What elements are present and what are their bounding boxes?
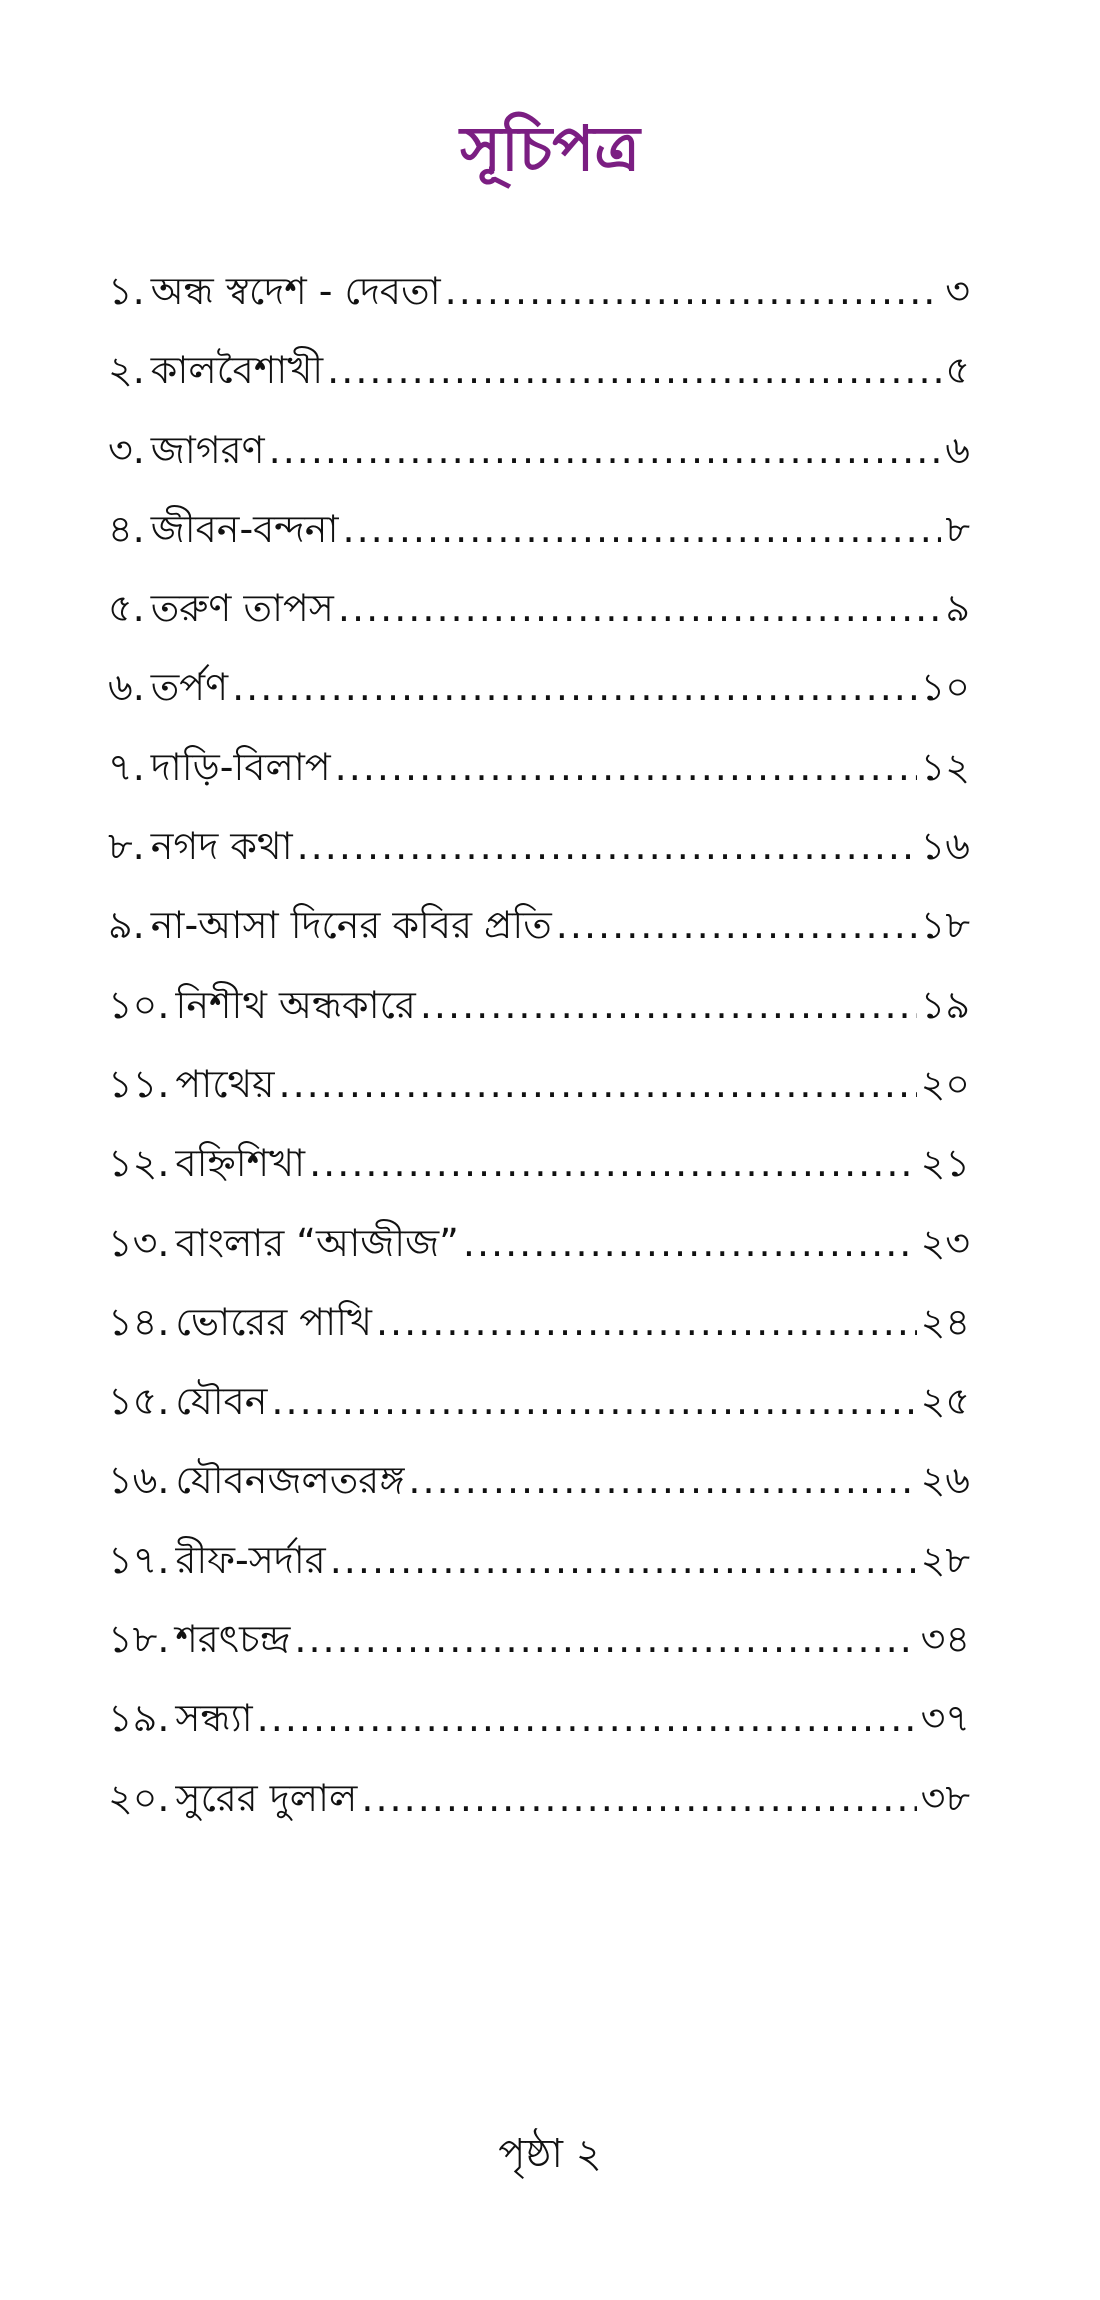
dot-leader [338, 569, 941, 648]
toc-entry-title: যৌবন [175, 1379, 268, 1424]
toc-entry[interactable] [108, 807, 970, 886]
toc-entry[interactable] [108, 1362, 970, 1441]
dot-leader [294, 1600, 916, 1679]
dot-leader [343, 490, 942, 569]
page-number-footer: পৃষ্ঠা ২ [498, 2131, 602, 2177]
toc-entry-number: ১৯. [108, 1696, 170, 1741]
dot-leader [309, 1124, 917, 1203]
dot-leader [376, 1283, 917, 1362]
toc-entry-number: ১২. [108, 1141, 170, 1186]
toc-entry-page-number: ১৮ [920, 903, 970, 948]
dot-leader [330, 1521, 917, 1600]
toc-entry-page-number: ১২ [920, 744, 970, 789]
toc-entry[interactable] [108, 1204, 970, 1283]
toc-entry-number: ১০. [108, 982, 170, 1027]
toc-entry-number: ১১. [108, 1061, 170, 1106]
toc-entry-page-number: ৬ [945, 427, 970, 472]
dot-leader [463, 1204, 917, 1283]
toc-entry[interactable] [108, 252, 970, 331]
toc-entry[interactable] [108, 1600, 970, 1679]
toc-entry-page-number: ২৮ [920, 1537, 970, 1582]
toc-entry-page-number: ১৯ [920, 982, 970, 1027]
toc-entry-title: না-আসা দিনের কবির প্রতি [150, 903, 552, 948]
toc-entry[interactable] [108, 331, 970, 410]
toc-entry[interactable] [108, 411, 970, 490]
toc-entry-page-number: ৫ [945, 348, 970, 393]
toc-entry-number: ১৫. [108, 1379, 170, 1424]
toc-entry-number: ৪. [108, 506, 145, 551]
toc-entry-page-number: ২৪ [920, 1299, 970, 1344]
dot-leader [271, 1362, 916, 1441]
dot-leader [420, 966, 917, 1045]
toc-entry-title: জীবন-বন্দনা [150, 506, 339, 551]
toc-entry-title: যৌবনজলতরঙ্গ [175, 1458, 405, 1503]
toc-entry-title: সন্ধ্যা [175, 1696, 253, 1741]
toc-entry-number: ২. [108, 348, 145, 393]
toc-entry[interactable] [108, 569, 970, 648]
toc-entry-title: তর্পণ [150, 665, 229, 710]
toc-entry[interactable] [108, 1441, 970, 1520]
toc-entry-page-number: ৩৪ [920, 1617, 970, 1662]
toc-entry-title: কালবৈশাখী [150, 348, 324, 393]
toc-entry-title: অন্ধ স্বদেশ - দেবতা [150, 269, 441, 313]
toc-entry[interactable] [108, 886, 970, 965]
toc-entry-page-number: ২৬ [920, 1458, 970, 1503]
toc-entry-number: ৩. [108, 427, 145, 472]
toc-entry-page-number: ৮ [945, 506, 970, 551]
toc-entry-number: ১৮. [108, 1617, 170, 1662]
toc-entry-page-number: ৯ [945, 586, 970, 631]
toc-entry[interactable] [108, 490, 970, 569]
toc-entry-number: ৫. [108, 586, 145, 631]
toc-entry-page-number: ৩৮ [920, 1775, 970, 1820]
toc-entry-number: ৬. [108, 665, 145, 710]
dot-leader [278, 1045, 916, 1124]
dot-leader [556, 886, 917, 965]
toc-entry-page-number: ২০ [920, 1061, 970, 1106]
toc-entry[interactable] [108, 1521, 970, 1600]
dot-leader [257, 1679, 917, 1758]
toc-entry-title: ভোরের পাখি [175, 1299, 372, 1344]
toc-entry[interactable] [108, 966, 970, 1045]
toc-entry-title: দাড়ি-বিলাপ [150, 744, 331, 789]
dot-leader [408, 1441, 916, 1520]
toc-entry-title: নিশীথ অন্ধকারে [175, 982, 416, 1027]
toc-entry-title: রীফ-সর্দার [175, 1537, 326, 1582]
toc-entry[interactable] [108, 1759, 970, 1838]
toc-entry[interactable] [108, 648, 970, 727]
dot-leader [335, 728, 917, 807]
toc-entry-title: বহ্নিশিখা [175, 1141, 306, 1186]
toc-entry-number: ৯. [108, 903, 145, 948]
toc-entry-title: শরৎচন্দ্র [175, 1617, 291, 1662]
toc-entry[interactable] [108, 1283, 970, 1362]
toc-entry-title: তরুণ তাপস [150, 586, 334, 631]
dot-leader [269, 411, 942, 490]
toc-entry[interactable] [108, 1124, 970, 1203]
dot-leader [361, 1759, 916, 1838]
toc-entry-page-number: ২১ [920, 1141, 970, 1186]
toc-entry[interactable] [108, 1045, 970, 1124]
toc-entry-page-number: ৩৭ [920, 1696, 970, 1741]
toc-entry-title: নগদ কথা [150, 824, 293, 869]
toc-entry-number: ২০. [108, 1775, 170, 1820]
toc-entry-page-number: ৩ [945, 269, 970, 313]
toc-entry-title: জাগরণ [150, 427, 265, 472]
toc-entry-title: সুরের দুলাল [175, 1775, 358, 1820]
toc-entry-page-number: ২৫ [920, 1379, 970, 1424]
toc-entry-page-number: ১৬ [920, 824, 970, 869]
toc-entry-page-number: ১০ [920, 665, 970, 710]
toc-entry[interactable] [108, 728, 970, 807]
toc-entry-title: পাথেয় [175, 1061, 275, 1106]
dot-leader [232, 648, 917, 727]
page-title: সূচিপত্র [460, 111, 640, 185]
dot-leader [445, 252, 942, 331]
toc-entry-number: ৭. [108, 744, 145, 789]
toc-entry-number: ১৪. [108, 1299, 170, 1344]
toc-entry-number: ১৭. [108, 1537, 170, 1582]
toc-entry-number: ৮. [108, 824, 145, 869]
toc-entry-title: বাংলার “আজীজ” [175, 1220, 459, 1265]
toc-entry-number: ১৩. [108, 1220, 170, 1265]
toc-entry[interactable] [108, 1679, 970, 1758]
dot-leader [327, 331, 941, 410]
dot-leader [297, 807, 917, 886]
toc-entry-page-number: ২৩ [920, 1220, 970, 1265]
toc-entry-number: ১. [108, 269, 145, 313]
toc-entry-number: ১৬. [108, 1458, 170, 1503]
table-of-contents [108, 252, 970, 1838]
